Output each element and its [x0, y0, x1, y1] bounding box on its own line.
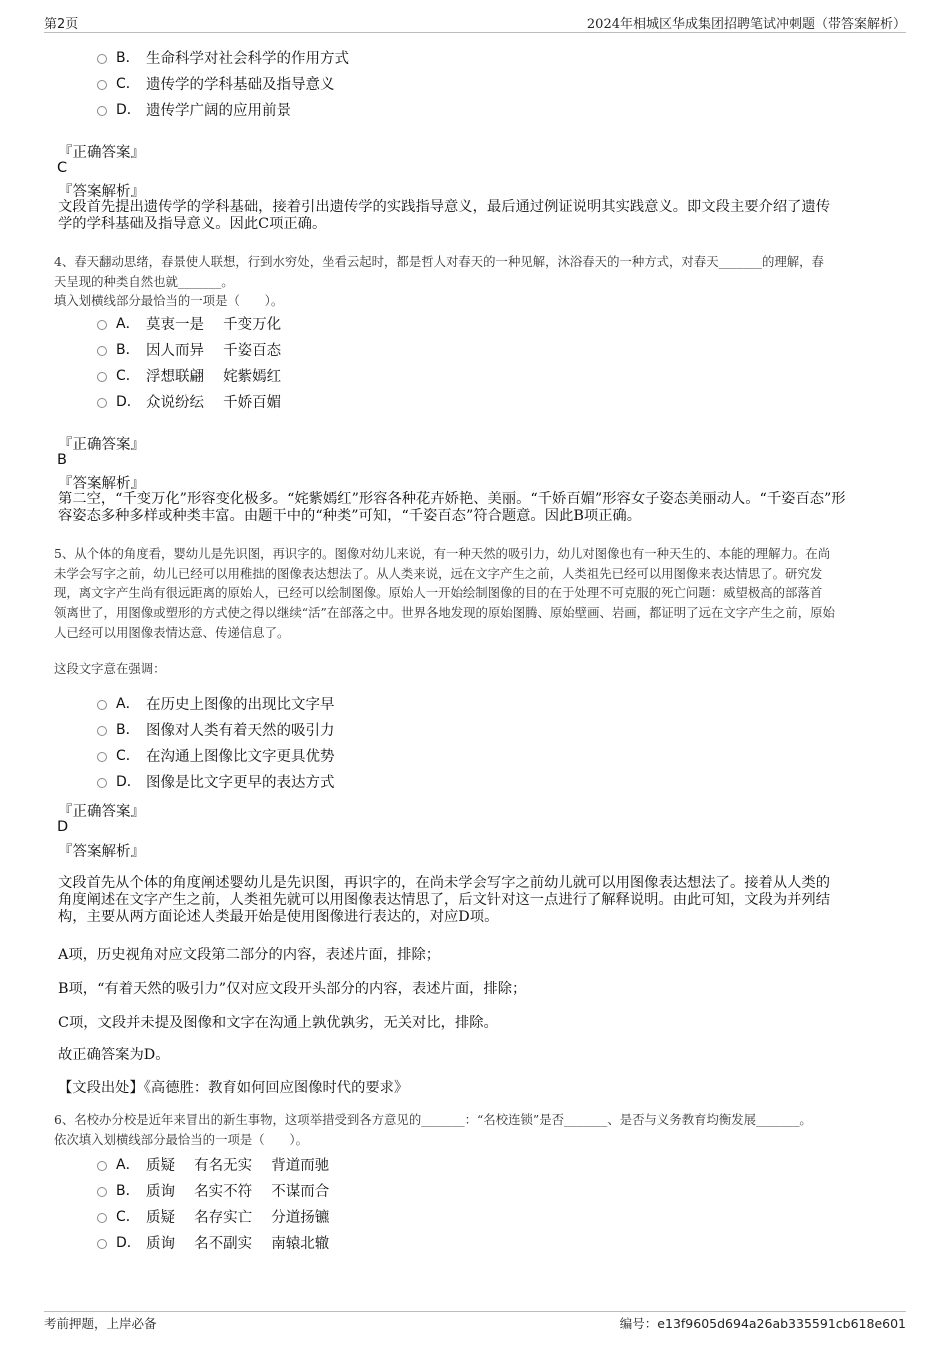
q5-option-a[interactable]: A． 在历史上图像的出现比文字早 [97, 692, 335, 714]
footer-slogan: 考前押题，上岸必备 [44, 1316, 157, 1331]
q5-conclusion: 故正确答案为D。 [58, 1047, 170, 1063]
q4-option-a[interactable]: A． 莫衷一是 千变万化 [97, 312, 281, 334]
radio-icon[interactable] [97, 1187, 107, 1197]
q3-analysis-label: 『答案解析』 [58, 184, 145, 200]
q4-answer-label: 『正确答案』 [58, 437, 145, 453]
radio-icon[interactable] [97, 700, 107, 710]
q5-analysis: 文段首先从个体的角度阐述婴幼儿是先识图，再识字的，在尚未学会写字之前幼儿就可以用图像表达想法了。接着从人类的 角度阐述在文字产生之前，人类祖先就可以用图像表达情思了，后文针对这一点进行了解释说明。由此可知，文段为并列结 构，主要从两方面论述人类最开始是使用图像进行表达的，对应D项。 [58, 875, 831, 925]
radio-icon[interactable] [97, 778, 107, 788]
q5-answer: D [57, 819, 69, 835]
q4-option-c[interactable]: C． 浮想联翩 姹紫嫣红 [97, 364, 281, 386]
q3-option-c[interactable]: C． 遗传学的学科基础及指导意义 [97, 72, 335, 94]
q6-option-d[interactable]: D． 质询 名不副实 南辕北辙 [97, 1231, 329, 1253]
radio-icon[interactable] [97, 320, 107, 330]
q5-analysis-a: A项，历史视角对应文段第二部分的内容，表述片面，排除； [58, 947, 441, 963]
q5-answer-label: 『正确答案』 [58, 804, 145, 820]
header-divider [44, 32, 906, 33]
q6-option-a[interactable]: A． 质疑 有名无实 背道而驰 [97, 1153, 329, 1175]
page-number: 第2页 [44, 17, 79, 32]
document-title: 2024年相城区华成集团招聘笔试冲刺题（带答案解析） [586, 17, 906, 32]
q6-option-c[interactable]: C． 质疑 名存实亡 分道扬镳 [97, 1205, 329, 1227]
q6-option-b[interactable]: B． 质询 名实不符 不谋而合 [97, 1179, 329, 1201]
radio-icon[interactable] [97, 398, 107, 408]
q3-option-b[interactable]: B． 生命科学对社会科学的作用方式 [97, 46, 349, 68]
q4-stem: 4、春天翻动思绪，春景使人联想，行到水穷处，坐看云起时，都是哲人对春天的一种见解，沐浴春天的一种方式，对春天_______的理解，春 天呈现的种类自然也就_______。 填入划横线部分最恰当的一项是（ ）。 [54, 254, 824, 309]
radio-icon[interactable] [97, 1239, 107, 1249]
q4-option-b[interactable]: B． 因人而异 千姿百态 [97, 338, 281, 360]
q4-answer: B [57, 452, 67, 468]
q5-option-d[interactable]: D． 图像是比文字更早的表达方式 [97, 770, 335, 792]
q4-analysis-label: 『答案解析』 [58, 476, 145, 492]
q3-answer-label: 『正确答案』 [58, 145, 145, 161]
q6-stem: 6、名校办分校是近年来冒出的新生事物，这项举措受到各方意见的_______：“名校连锁”是否_______、是否与义务教育均衡发展_______。 依次填入划横线部分最恰当的一项是（ ）。 [54, 1112, 812, 1147]
radio-icon[interactable] [97, 1161, 107, 1171]
q3-option-d[interactable]: D． 遗传学广阔的应用前景 [97, 98, 291, 120]
q5-source: 【文段出处】《高德胜：教育如何回应图像时代的要求》 [58, 1080, 409, 1096]
footer-code-value: e13f9605d694a26ab335591cb618e601 [657, 1316, 906, 1331]
q5-prompt: 这段文字意在强调： [54, 661, 166, 676]
radio-icon[interactable] [97, 1213, 107, 1223]
q5-analysis-label: 『答案解析』 [58, 844, 145, 860]
footer-divider [44, 1311, 906, 1312]
radio-icon[interactable] [97, 80, 107, 90]
q5-option-c[interactable]: C． 在沟通上图像比文字更具优势 [97, 744, 335, 766]
footer-code-label: 编号： [619, 1316, 658, 1331]
q4-analysis: 第二空，“千变万化”形容变化极多。“姹紫嫣红”形容各种花卉娇艳、美丽。“千娇百媚”形容女子姿态美丽动人。“千姿百态”形 容姿态多种多样或种类丰富。由题干中的“种类”可知，“千姿百态”符合题意。因此B项正确。 [58, 491, 846, 524]
footer-code [620, 1314, 906, 1332]
q5-analysis-c: C项，文段并未提及图像和文字在沟通上孰优孰劣，无关对比，排除。 [58, 1015, 498, 1031]
radio-icon[interactable] [97, 372, 107, 382]
q5-option-b[interactable]: B． 图像对人类有着天然的吸引力 [97, 718, 335, 740]
radio-icon[interactable] [97, 54, 107, 64]
q5-analysis-b: B项，“有着天然的吸引力”仅对应文段开头部分的内容，表述片面，排除； [58, 981, 527, 997]
radio-icon[interactable] [97, 726, 107, 736]
radio-icon[interactable] [97, 346, 107, 356]
radio-icon[interactable] [97, 106, 107, 116]
q4-option-d[interactable]: D． 众说纷纭 千娇百媚 [97, 390, 281, 412]
q3-answer: C [57, 160, 68, 176]
q3-analysis: 文段首先提出遗传学的学科基础，接着引出遗传学的实践指导意义，最后通过例证说明其实践意义。即文段主要介绍了遗传 学的学科基础及指导意义。因此C项正确。 [58, 199, 831, 232]
radio-icon[interactable] [97, 752, 107, 762]
q5-stem: 5、从个体的角度看，婴幼儿是先识图，再识字的。图像对幼儿来说，有一种天然的吸引力，幼儿对图像也有一种天生的、本能的理解力。在尚 未学会写字之前，幼儿已经可以用稚拙的图像表达想法了。从人类来说，远在文字产生之前，人类祖先已经可以用图像来表达情思了。研究发 现，离文字产生尚有很远距离的原始人，已经可以绘制图像。原始人一开始绘制图像的目的在于处理不可克服的死亡问题：威望极高的部落首 领离世了，用图像或塑形的方式使之得以继续“活”在部落之中。世界各地发现的原始图腾、原始壁画、岩画，都证明了远在文字产生之前，原始 人已经可以用图像表情达意、传递信息了。 [54, 546, 835, 640]
